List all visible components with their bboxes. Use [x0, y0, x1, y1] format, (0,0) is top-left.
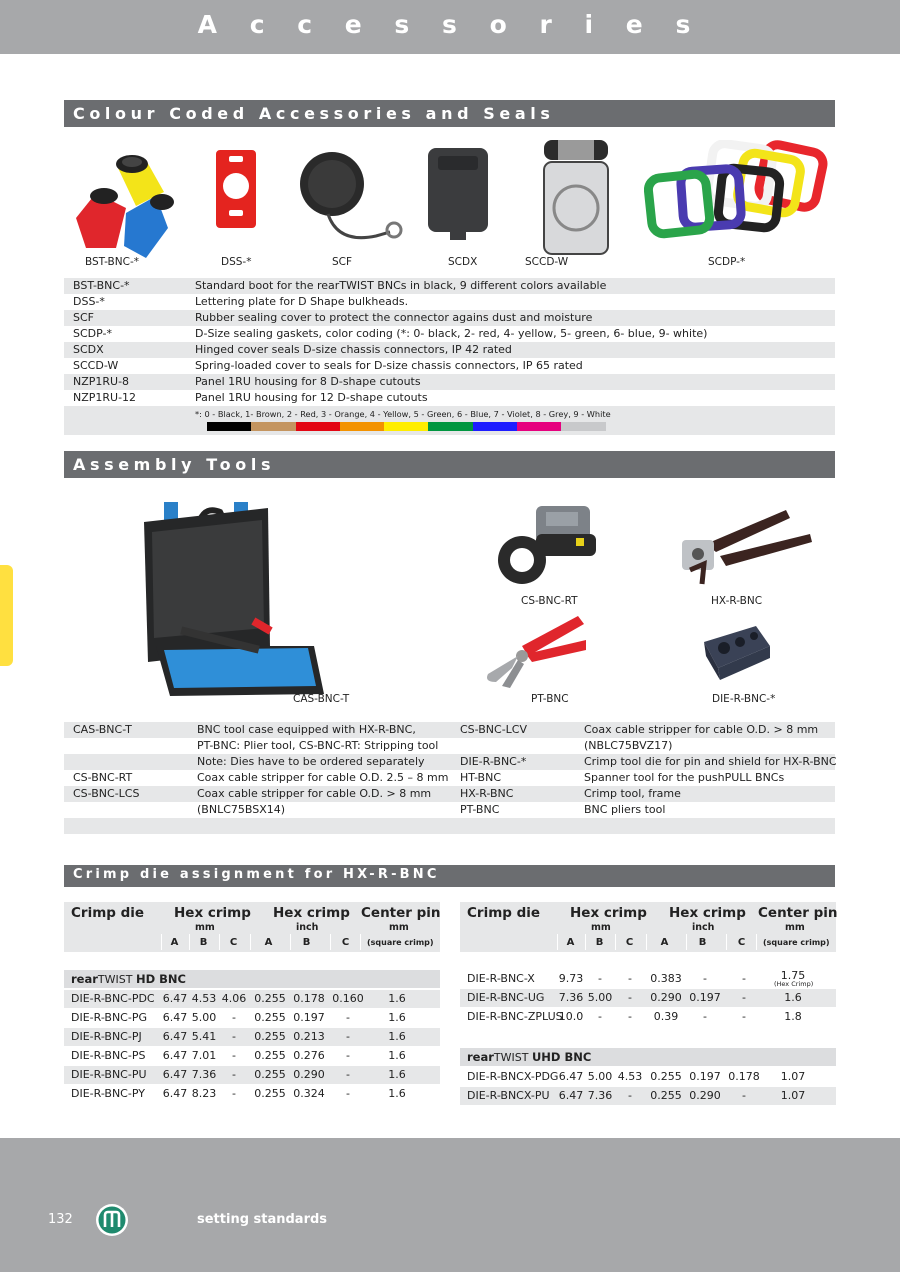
die-r-bnc-image [700, 622, 772, 682]
neutrik-logo-icon [95, 1203, 129, 1237]
color-code-row: *: 0 - Black, 1- Brown, 2 - Red, 3 - Orange, 4 - Yellow, 5 - Green, 6 - Blue, 7 - Violet, 8 - Grey, 9 - White [64, 406, 835, 435]
tool-row: Note: Dies have to be ordered separately DIE-R-BNC-* Crimp tool die for pin and shield for HX-R-BNC [64, 754, 835, 770]
accessory-row: NZP1RU-12 Panel 1RU housing for 12 D-shape cutouts [73, 391, 428, 404]
hex-crimp-note: (Hex Crimp) [774, 980, 814, 988]
crimp-die-row: DIE-R-BNC-UG 7.36 5.00 - 0.290 0.197 - 1.6 [460, 989, 836, 1007]
crimp-die-row: DIE-R-BNCX-PU 6.47 7.36 - 0.255 0.290 - 1.07 [460, 1087, 836, 1105]
color-swatch [384, 422, 428, 431]
header-band [0, 0, 900, 54]
color-swatches [207, 422, 606, 431]
crimp-die-row: DIE-R-BNC-PU 6.47 7.36 - 0.255 0.290 - 1.6 [64, 1066, 440, 1084]
crimp-die-row: DIE-R-BNC-ZPLUS 10.0 - - 0.39 - - 1.8 [467, 1010, 802, 1023]
crimp-group-header: rearTWIST UHD BNC [460, 1048, 836, 1066]
color-swatch [473, 422, 517, 431]
crimp-table-left [64, 902, 440, 1108]
dss-lettering-plate-image [212, 146, 260, 232]
color-swatch [207, 422, 251, 431]
image-label-pt-bnc: PT-BNC [531, 693, 569, 705]
crimp-die-row: DIE-R-BNCX-PDG 6.47 5.00 4.53 0.255 0.197 0.178 1.07 [467, 1070, 806, 1083]
accessory-row: BST-BNC-* Standard boot for the rearTWIST BNCs in black, 9 different colors available [64, 278, 835, 294]
section-header-crimp-die: Crimp die assignment for HX-R-BNC [64, 865, 835, 887]
section-header-assembly-tools: Assembly Tools [64, 451, 835, 478]
crimp-die-row: DIE-R-BNC-PG 6.47 5.00 - 0.255 0.197 - 1.6 [71, 1011, 406, 1024]
pt-bnc-pliers-image [482, 612, 590, 692]
color-swatch [340, 422, 384, 431]
scf-sealing-cover-image [298, 148, 406, 248]
tool-row: (BNLC75BSX14) PT-BNC BNC pliers tool [197, 803, 666, 816]
tool-row: CS-BNC-RT Coax cable stripper for cable O.D. 2.5 – 8 mm HT-BNC Spanner tool for the pushPULL BNCs [73, 771, 785, 784]
color-swatch [517, 422, 561, 431]
bst-bnc-boots-image [66, 148, 176, 263]
image-label-scf: SCF [332, 256, 353, 268]
accessory-row: SCCD-W Spring-loaded cover to seals for D-size chassis connectors, IP 65 rated [73, 359, 583, 372]
cs-bnc-rt-stripper-image [496, 500, 606, 590]
slogan: setting standards [197, 1212, 328, 1227]
crimp-table-header: Crimp die Hex crimp Hex crimp Center pin mm inch mm A B C A B C (square crimp) [460, 902, 836, 952]
page-number: 132 [48, 1212, 73, 1227]
accessory-row: SCDP-* D-Size sealing gaskets, color coding (*: 0- black, 2- red, 4- yellow, 5- green, 6- blue, 9- white) [73, 327, 708, 340]
crimp-die-row: DIE-R-BNC-PJ 6.47 5.41 - 0.255 0.213 - 1.6 [64, 1028, 440, 1046]
scdp-gaskets-image [644, 140, 834, 242]
crimp-table-right [460, 902, 836, 1108]
color-swatch [251, 422, 295, 431]
image-label-scdp: SCDP-* [708, 256, 746, 268]
accessory-row: NZP1RU-8 Panel 1RU housing for 8 D-shape cutouts [64, 374, 835, 390]
section-header-colour-coded: Colour Coded Accessories and Seals [64, 100, 835, 127]
image-label-hx-r-bnc: HX-R-BNC [711, 595, 763, 607]
accessory-row: DSS-* Lettering plate for D Shape bulkheads. [73, 295, 409, 308]
sccd-w-spring-cover-image [538, 136, 614, 258]
scdx-hinged-cover-image [424, 144, 492, 244]
tool-row: PT-BNC: Plier tool, CS-BNC-RT: Stripping tool (NBLC75BVZ17) [197, 739, 673, 752]
crimp-die-row: DIE-R-BNC-PY 6.47 8.23 - 0.255 0.324 - 1.6 [71, 1087, 406, 1100]
accessory-row: SCF Rubber sealing cover to protect the connector agains dust and moisture [64, 310, 835, 326]
cas-bnc-t-tool-case-image [140, 498, 328, 698]
crimp-die-row: DIE-R-BNC-X 9.73 - - 0.383 - - 1.75 (Hex Crimp) [467, 969, 814, 988]
image-label-cas-bnc-t: CAS-BNC-T [293, 693, 350, 705]
accessory-row: SCDX Hinged cover seals D-size chassis connectors, IP 42 rated [64, 342, 835, 358]
tool-row [64, 818, 835, 834]
image-label-scdx: SCDX [448, 256, 478, 268]
tool-row: CAS-BNC-T BNC tool case equipped with HX-R-BNC, CS-BNC-LCV Coax cable stripper for cable O.D. > 8 mm [64, 722, 835, 738]
tool-row: CS-BNC-LCS Coax cable stripper for cable O.D. > 8 mm HX-R-BNC Crimp tool, frame [64, 786, 835, 802]
image-label-cs-bnc-rt: CS-BNC-RT [521, 595, 578, 607]
crimp-die-row: DIE-R-BNC-PS 6.47 7.01 - 0.255 0.276 - 1.6 [71, 1049, 406, 1062]
crimp-table-header: Crimp die Hex crimp Hex crimp Center pin mm inch mm A B C A B C (square crimp) [64, 902, 440, 952]
side-tab-marker [0, 565, 13, 666]
color-swatch [296, 422, 340, 431]
color-swatch [561, 422, 605, 431]
crimp-group-header: rearTWIST HD BNC [64, 970, 440, 988]
image-label-die-r-bnc: DIE-R-BNC-* [712, 693, 776, 705]
color-swatch [428, 422, 472, 431]
image-label-bst-bnc: BST-BNC-* [85, 256, 139, 268]
page-title: A c c e s s o r i e s [197, 10, 703, 39]
hx-r-bnc-crimp-frame-image [676, 504, 816, 586]
image-label-sccd-w: SCCD-W [525, 256, 569, 268]
crimp-die-row: DIE-R-BNC-PDC 6.47 4.53 4.06 0.255 0.178 0.160 1.6 [64, 990, 440, 1008]
footer-band [0, 1138, 900, 1272]
image-label-dss: DSS-* [221, 256, 252, 268]
